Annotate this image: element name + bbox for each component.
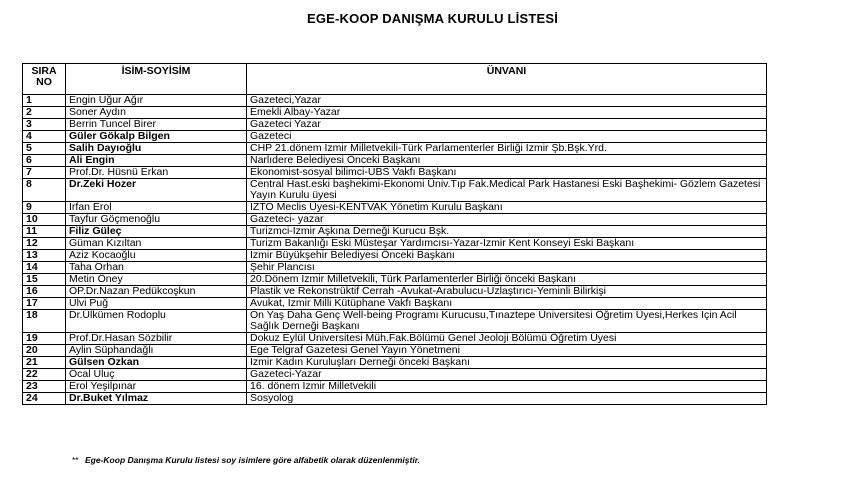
- member-name: Engin Uğur Ağır: [66, 95, 247, 107]
- member-name: Prof.Dr. Hüsnü Erkan: [66, 167, 247, 179]
- table-row: [23, 131, 767, 143]
- table-row: [23, 286, 767, 298]
- table-row: [23, 298, 767, 310]
- row-number: 6: [23, 155, 66, 167]
- table-row: [23, 214, 767, 226]
- row-number: 13: [23, 250, 66, 262]
- member-name: Ulvi Puğ: [66, 298, 247, 310]
- member-title: Plastik ve Rekonstrüktif Cerrah -Avukat-Arabulucu-Uzlaştırıcı-Yeminli Bilirkişi: [247, 286, 767, 298]
- member-title: Şehir Plancısı: [247, 262, 767, 274]
- table-row: [23, 238, 767, 250]
- member-title: Turizm Bakanlığı Eski Müsteşar Yardımcısı-Yazar-İzmir Kent Konseyi Eski Başkanı: [247, 238, 767, 250]
- table-row: [23, 202, 767, 214]
- row-number: 22: [23, 369, 66, 381]
- table-row: [23, 95, 767, 107]
- member-name: Dr.Buket Yılmaz: [66, 393, 247, 405]
- member-title: Turizmci-İzmir Aşkına Derneği Kurucu Bşk.: [247, 226, 767, 238]
- row-number: 20: [23, 345, 66, 357]
- table-row: [23, 262, 767, 274]
- member-name: Erol Yeşilpınar: [66, 381, 247, 393]
- member-title: Gazeteci: [247, 131, 767, 143]
- member-name: Salih Dayıoğlu: [66, 143, 247, 155]
- member-name: Gülsen Özkan: [66, 357, 247, 369]
- member-title: Sosyolog: [247, 393, 767, 405]
- member-name: İrfan Erol: [66, 202, 247, 214]
- row-number: 21: [23, 357, 66, 369]
- member-title: On Yaş Daha Genç Well-being Programı Kurucusu,Tınaztepe Üniversitesi Öğretim Üyesi,Herkes İçin Acil Sağlık Derneği Başkanı: [247, 310, 767, 333]
- member-title: Central Hast.eski başhekimi-Ekonomi Üniv.Tıp Fak.Medical Park Hastanesi Eski Başhekimi- Gözlem Gazetesi Yayın Kurulu üyesi: [247, 179, 767, 202]
- member-title: İzmir Büyükşehir Belediyesi Önceki Başkanı: [247, 250, 767, 262]
- table-row: [23, 167, 767, 179]
- table-row: [23, 333, 767, 345]
- member-name: Ali Engin: [66, 155, 247, 167]
- row-number: 4: [23, 131, 66, 143]
- row-number: 19: [23, 333, 66, 345]
- table-row: [23, 381, 767, 393]
- member-title: Ekonomist-sosyal bilimci-UBS Vakfı Başkanı: [247, 167, 767, 179]
- table-row: [23, 250, 767, 262]
- footnote: [72, 455, 420, 465]
- row-number: 11: [23, 226, 66, 238]
- member-title: 16. dönem İzmir Milletvekili: [247, 381, 767, 393]
- advisory-board-table: [22, 63, 767, 405]
- row-number: 12: [23, 238, 66, 250]
- table-row: [23, 310, 767, 333]
- member-name: Tayfur Göçmenoğlu: [66, 214, 247, 226]
- row-number: 2: [23, 107, 66, 119]
- member-name: Metin Öney: [66, 274, 247, 286]
- page-title: EGE-KOOP DANIŞMA KURULU LİSTESİ: [306, 11, 559, 26]
- row-number: 16: [23, 286, 66, 298]
- header-no: SIRA NO: [23, 64, 66, 95]
- member-name: Soner Aydın: [66, 107, 247, 119]
- member-name: Güman Kızıltan: [66, 238, 247, 250]
- member-name: Aylin Süphandağlı: [66, 345, 247, 357]
- member-title: 20.Dönem İzmir Milletvekili, Türk Parlamenterler Birliği önceki Başkanı: [247, 274, 767, 286]
- header-name: İSİM-SOYİSİM: [66, 64, 247, 95]
- member-name: Berrin Tuncel Birer: [66, 119, 247, 131]
- member-name: Dr.Ülkümen Rodoplu: [66, 310, 247, 333]
- table-row: [23, 274, 767, 286]
- member-title: Gazeteci-Yazar: [247, 369, 767, 381]
- member-name: Aziz Kocaoğlu: [66, 250, 247, 262]
- row-number: 3: [23, 119, 66, 131]
- table-row: [23, 226, 767, 238]
- member-name: Dr.Zeki Hozer: [66, 179, 247, 202]
- member-title: Gazeteci Yazar: [247, 119, 767, 131]
- row-number: 15: [23, 274, 66, 286]
- member-title: Ege Telgraf Gazetesi Genel Yayın Yönetmeni: [247, 345, 767, 357]
- member-name: Öcal Uluç: [66, 369, 247, 381]
- table-row: [23, 393, 767, 405]
- row-number: 14: [23, 262, 66, 274]
- row-number: 1: [23, 95, 66, 107]
- row-number: 17: [23, 298, 66, 310]
- member-title: İZTO Meclis Üyesi-KENTVAK Yönetim Kurulu Başkanı: [247, 202, 767, 214]
- table-row: [23, 345, 767, 357]
- member-name: Prof.Dr.Hasan Sözbilir: [66, 333, 247, 345]
- table-row: [23, 357, 767, 369]
- member-title: Narlıdere Belediyesi Önceki Başkanı: [247, 155, 767, 167]
- table-row: [23, 155, 767, 167]
- row-number: 23: [23, 381, 66, 393]
- member-title: İzmir Kadın Kuruluşları Derneği önceki Başkanı: [247, 357, 767, 369]
- member-name: Taha Orhan: [66, 262, 247, 274]
- member-title: Avukat, İzmir Milli Kütüphane Vakfı Başkanı: [247, 298, 767, 310]
- member-title: Dokuz Eylül Üniversitesi Müh.Fak.Bölümü Genel Jeoloji Bölümü Öğretim Üyesi: [247, 333, 767, 345]
- member-title: CHP 21.dönem İzmir Milletvekili-Türk Parlamenterler Birliği İzmir Şb.Bşk.Yrd.: [247, 143, 767, 155]
- table-row: [23, 179, 767, 202]
- table-row: [23, 369, 767, 381]
- footnote-stars: **: [72, 455, 79, 465]
- row-number: 10: [23, 214, 66, 226]
- member-name: OP.Dr.Nazan Pedükcoşkun: [66, 286, 247, 298]
- table-row: [23, 119, 767, 131]
- member-title: Gazeteci- yazar: [247, 214, 767, 226]
- table-header-row: [23, 64, 767, 95]
- table-row: [23, 107, 767, 119]
- row-number: 5: [23, 143, 66, 155]
- header-title: ÜNVANI: [247, 64, 767, 95]
- member-title: Emekli Albay-Yazar: [247, 107, 767, 119]
- row-number: 24: [23, 393, 66, 405]
- member-name: Güler Gökalp Bilgen: [66, 131, 247, 143]
- member-name: Filiz Güleç: [66, 226, 247, 238]
- row-number: 7: [23, 167, 66, 179]
- table-row: [23, 143, 767, 155]
- row-number: 18: [23, 310, 66, 333]
- row-number: 8: [23, 179, 66, 202]
- footnote-text: Ege-Koop Danışma Kurulu listesi soy isimlere göre alfabetik olarak düzenlenmiştir.: [85, 455, 420, 465]
- member-title: Gazeteci,Yazar: [247, 95, 767, 107]
- row-number: 9: [23, 202, 66, 214]
